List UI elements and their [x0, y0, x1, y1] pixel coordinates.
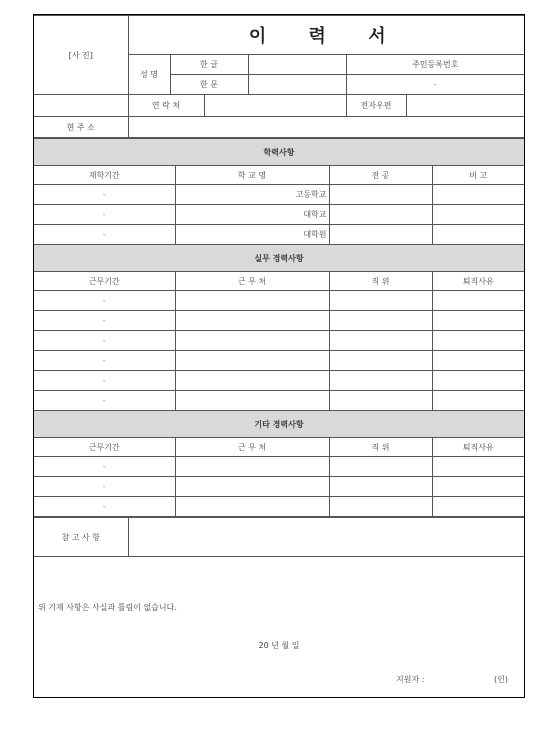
other-company[interactable]	[175, 477, 329, 497]
contact-field[interactable]	[204, 95, 346, 117]
education-period[interactable]: -	[34, 185, 175, 205]
table-row	[34, 457, 524, 477]
table-row	[34, 497, 524, 517]
table-row	[34, 371, 524, 391]
work-reason[interactable]	[432, 311, 524, 331]
name-korean-label: 한 글	[170, 55, 248, 75]
work-header-company: 근 무 처	[175, 272, 329, 291]
work-header-reason: 퇴직사유	[432, 272, 524, 291]
applicant-label: 지원자 :	[396, 675, 425, 684]
education-section-title: 학력사항	[34, 139, 524, 166]
work-position[interactable]	[329, 291, 432, 311]
work-period[interactable]: -	[34, 291, 175, 311]
work-position[interactable]	[329, 351, 432, 371]
address-field[interactable]	[128, 117, 524, 138]
table-row	[34, 477, 524, 497]
work-company[interactable]	[175, 391, 329, 411]
other-reason[interactable]	[432, 457, 524, 477]
personal-info-table	[34, 15, 524, 138]
table-row	[34, 311, 524, 331]
education-remark[interactable]	[432, 225, 524, 245]
other-reason[interactable]	[432, 477, 524, 497]
other-period[interactable]: -	[34, 497, 175, 517]
date-line: 20 년 월 일	[258, 641, 300, 650]
document-title: 이 력 서	[128, 16, 524, 55]
work-company[interactable]	[175, 371, 329, 391]
other-position[interactable]	[329, 497, 432, 517]
other-header-period: 근무기간	[34, 438, 175, 457]
table-row	[34, 351, 524, 371]
resume-form	[33, 14, 525, 698]
name-label: 성 명	[128, 55, 170, 95]
education-major[interactable]	[329, 225, 432, 245]
work-position[interactable]	[329, 391, 432, 411]
address-label: 현 주 소	[34, 117, 128, 138]
work-position[interactable]	[329, 331, 432, 351]
other-company[interactable]	[175, 497, 329, 517]
other-header-company: 근 무 처	[175, 438, 329, 457]
work-reason[interactable]	[432, 391, 524, 411]
education-remark[interactable]	[432, 185, 524, 205]
other-reason[interactable]	[432, 497, 524, 517]
work-reason[interactable]	[432, 371, 524, 391]
table-row	[34, 225, 524, 245]
work-period[interactable]: -	[34, 311, 175, 331]
work-position[interactable]	[329, 311, 432, 331]
work-period[interactable]: -	[34, 391, 175, 411]
work-header-position: 직 위	[329, 272, 432, 291]
education-period[interactable]: -	[34, 225, 175, 245]
resident-number-field[interactable]: -	[346, 75, 524, 95]
education-period[interactable]: -	[34, 205, 175, 225]
table-row	[34, 331, 524, 351]
name-hanja-label: 한 문	[170, 75, 248, 95]
work-position[interactable]	[329, 371, 432, 391]
work-period[interactable]: -	[34, 351, 175, 371]
history-table	[34, 138, 524, 517]
table-row	[34, 391, 524, 411]
other-company[interactable]	[175, 457, 329, 477]
seal-label: (인)	[494, 675, 508, 684]
other-header-reason: 퇴직사유	[432, 438, 524, 457]
work-company[interactable]	[175, 331, 329, 351]
work-reason[interactable]	[432, 291, 524, 311]
work-section-title: 실무 경력사항	[34, 245, 524, 272]
education-header-major: 전 공	[329, 166, 432, 185]
other-period[interactable]: -	[34, 477, 175, 497]
statement-text: 위 기재 사항은 사실과 틀림이 없습니다.	[38, 603, 177, 612]
education-major[interactable]	[329, 185, 432, 205]
name-hanja-field[interactable]	[248, 75, 346, 95]
table-row	[34, 185, 524, 205]
photo-label: [사 진]	[68, 50, 93, 60]
education-header-period: 재학기간	[34, 166, 175, 185]
resident-number-label: 주민등록번호	[346, 55, 524, 75]
education-school[interactable]: 고등학교	[175, 185, 329, 205]
education-header-remark: 비 고	[432, 166, 524, 185]
work-period[interactable]: -	[34, 371, 175, 391]
education-school[interactable]: 대학교	[175, 205, 329, 225]
education-header-school: 학 교 명	[175, 166, 329, 185]
name-korean-field[interactable]	[248, 55, 346, 75]
education-remark[interactable]	[432, 205, 524, 225]
work-company[interactable]	[175, 351, 329, 371]
other-period[interactable]: -	[34, 457, 175, 477]
other-position[interactable]	[329, 457, 432, 477]
work-company[interactable]	[175, 311, 329, 331]
work-reason[interactable]	[432, 351, 524, 371]
remarks-field[interactable]	[128, 518, 524, 557]
work-period[interactable]: -	[34, 331, 175, 351]
table-row	[34, 205, 524, 225]
work-company[interactable]	[175, 291, 329, 311]
photo-bottom-spacer	[34, 95, 128, 117]
email-field[interactable]	[406, 95, 524, 117]
education-school[interactable]: 대학원	[175, 225, 329, 245]
remarks-table	[34, 517, 524, 557]
contact-label: 연 락 처	[128, 95, 204, 117]
table-row	[34, 291, 524, 311]
remarks-label: 참 고 사 항	[34, 518, 128, 557]
work-header-period: 근무기간	[34, 272, 175, 291]
education-major[interactable]	[329, 205, 432, 225]
other-section-title: 기타 경력사항	[34, 411, 524, 438]
other-position[interactable]	[329, 477, 432, 497]
email-label: 전자우편	[346, 95, 406, 117]
photo-cell	[34, 16, 128, 95]
work-reason[interactable]	[432, 331, 524, 351]
other-header-position: 직 위	[329, 438, 432, 457]
